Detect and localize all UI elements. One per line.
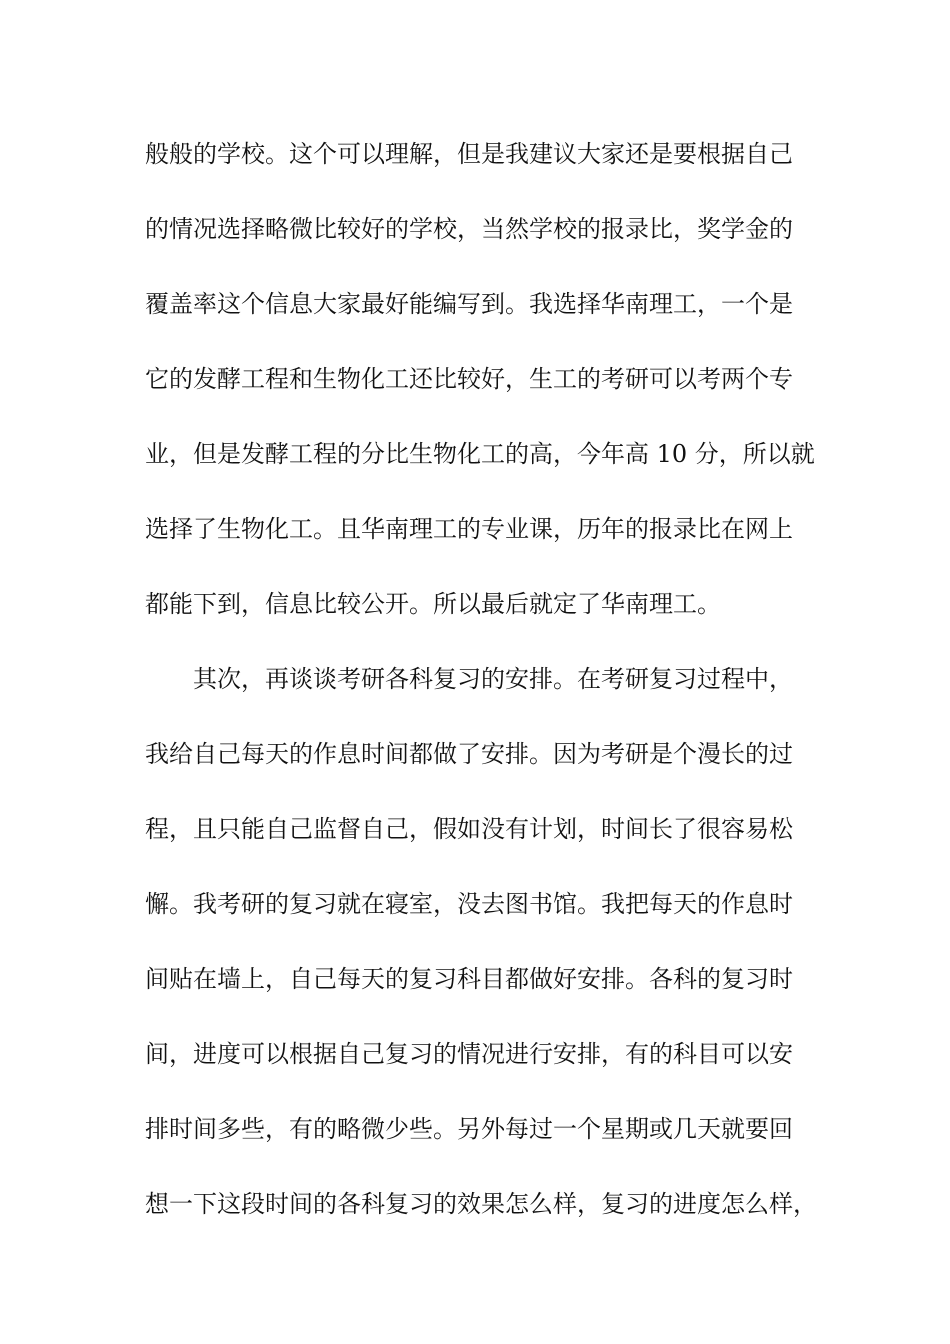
text-line: 懈。我考研的复习就在寝室，没去图书馆。我把每天的作息时 [145, 890, 793, 918]
text-line: 它的发酵工程和生物化工还比较好，生工的考研可以考两个专 [145, 365, 793, 393]
text-line: 选择了生物化工。且华南理工的专业课，历年的报录比在网上 [145, 515, 793, 543]
text-line: 程，且只能自己监督自己，假如没有计划，时间长了很容易松 [145, 815, 793, 843]
text-line: 间，进度可以根据自己复习的情况进行安排，有的科目可以安 [145, 1040, 793, 1068]
text-line: 的情况选择略微比较好的学校，当然学校的报录比，奖学金的 [145, 215, 793, 243]
text-line: 业，但是发酵工程的分比生物化工的高，今年高 10 分，所以就 [145, 440, 815, 468]
text-line: 我给自己每天的作息时间都做了安排。因为考研是个漫长的过 [145, 740, 793, 768]
text-line: 都能下到，信息比较公开。所以最后就定了华南理工。 [145, 590, 721, 618]
text-line: 覆盖率这个信息大家最好能编写到。我选择华南理工，一个是 [145, 290, 793, 318]
text-line: 般般的学校。这个可以理解，但是我建议大家还是要根据自己 [145, 140, 793, 168]
text-line: 想一下这段时间的各科复习的效果怎么样，复习的进度怎么样， [145, 1190, 817, 1218]
text-line: 排时间多些，有的略微少些。另外每过一个星期或几天就要回 [145, 1115, 793, 1143]
body-text [145, 124, 820, 1249]
paragraph-start-line: 其次，再谈谈考研各科复习的安排。在考研复习过程中， [193, 665, 793, 693]
text-line: 间贴在墙上，自己每天的复习科目都做好安排。各科的复习时 [145, 965, 793, 993]
